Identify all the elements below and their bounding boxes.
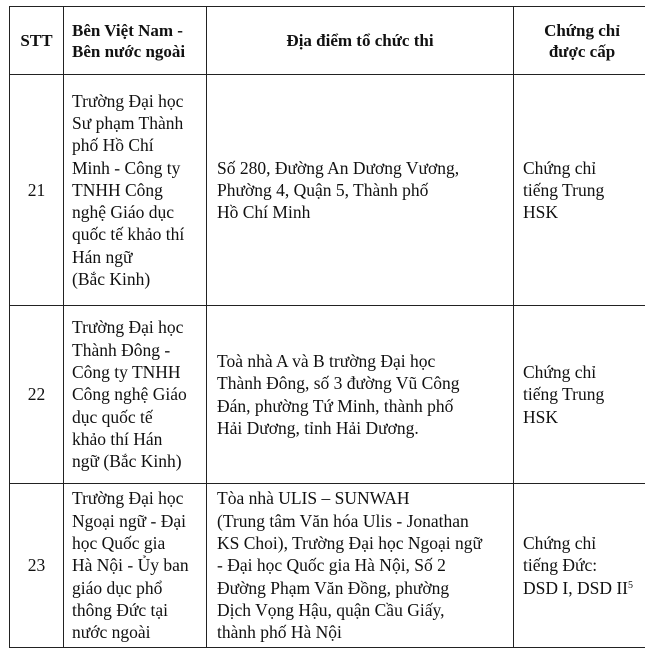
text-line: Thành Đông - bbox=[72, 339, 171, 360]
row-party bbox=[64, 306, 207, 484]
text-line: thông Đức tại bbox=[72, 599, 168, 620]
footnote-marker: 5 bbox=[628, 579, 633, 591]
header-party-line: Bên Việt Nam - bbox=[72, 20, 183, 40]
text-line: tiếng Đức: bbox=[523, 555, 598, 576]
text-line: HSK bbox=[523, 406, 559, 427]
text-line: quốc tế khảo thí bbox=[72, 224, 185, 245]
text-line: Hà Nội - Ủy ban bbox=[72, 555, 189, 576]
text-line: - Đại học Quốc gia Hà Nội, Số 2 bbox=[217, 555, 446, 576]
row-party bbox=[64, 75, 207, 306]
cert-text: DSD I, DSD II bbox=[523, 577, 628, 598]
text-line: KS Choi), Trường Đại học Ngoại ngữ bbox=[217, 533, 482, 554]
row-location bbox=[207, 306, 514, 484]
table-row bbox=[10, 484, 645, 648]
text-line: Dịch Vọng Hậu, quận Cầu Giấy, bbox=[217, 599, 445, 620]
text-line: Phường 4, Quận 5, Thành phố bbox=[217, 179, 429, 200]
header-cert-line: được cấp bbox=[548, 41, 616, 61]
text-line: Trường Đại học bbox=[72, 90, 184, 111]
text-line: Toà nhà A và B trường Đại học bbox=[217, 350, 436, 371]
header-stt: STT bbox=[10, 7, 64, 75]
text-line: khảo thí Hán bbox=[72, 428, 163, 449]
text-line: Sư phạm Thành bbox=[72, 112, 184, 133]
text-line: nước ngoài bbox=[72, 622, 151, 643]
text-line: Công ty TNHH bbox=[72, 362, 181, 383]
text-line: Hải Dương, tỉnh Hải Dương. bbox=[217, 417, 419, 438]
text-line: phố Hồ Chí bbox=[72, 135, 154, 156]
text-line: Chứng chỉ bbox=[523, 157, 597, 178]
text-line: tiếng Trung bbox=[523, 384, 605, 405]
text-line: TNHH Công bbox=[72, 179, 163, 200]
text-line: Trường Đại học bbox=[72, 317, 184, 338]
text-line: học Quốc gia bbox=[72, 533, 166, 554]
text-line: giáo dục phổ bbox=[72, 577, 163, 598]
exam-locations-table bbox=[9, 6, 645, 648]
row-stt: 21 bbox=[10, 75, 64, 306]
text-line: Chứng chỉ bbox=[523, 533, 597, 554]
header-location: Địa điểm tổ chức thi bbox=[207, 7, 514, 75]
text-line: tiếng Trung bbox=[523, 179, 605, 200]
row-location bbox=[207, 75, 514, 306]
text-line: dục quốc tế bbox=[72, 406, 153, 427]
text-line: Đán, phường Tứ Minh, thành phố bbox=[217, 395, 454, 416]
text-line bbox=[523, 577, 645, 599]
text-line: Trường Đại học bbox=[72, 488, 184, 509]
row-stt: 22 bbox=[10, 306, 64, 484]
table-row bbox=[10, 75, 645, 306]
header-cert bbox=[514, 7, 645, 75]
text-line: Hồ Chí Minh bbox=[217, 202, 311, 223]
row-cert bbox=[514, 75, 645, 306]
text-line: (Trung tâm Văn hóa Ulis - Jonathan bbox=[217, 510, 469, 531]
row-cert bbox=[514, 484, 645, 648]
row-stt: 23 bbox=[10, 484, 64, 648]
text-line: (Bắc Kinh) bbox=[72, 269, 151, 290]
row-location bbox=[207, 484, 514, 648]
text-line: HSK bbox=[523, 202, 559, 223]
text-line: Tòa nhà ULIS – SUNWAH bbox=[217, 488, 410, 509]
text-line: nghệ Giáo dục bbox=[72, 202, 175, 223]
text-line: Ngoại ngữ - Đại bbox=[72, 510, 186, 531]
header-party bbox=[64, 7, 207, 75]
row-cert bbox=[514, 306, 645, 484]
header-party-line: Bên nước ngoài bbox=[72, 41, 186, 61]
text-line: ngữ (Bắc Kinh) bbox=[72, 451, 182, 472]
text-line: Minh - Công ty bbox=[72, 157, 181, 178]
text-line: Công nghệ Giáo bbox=[72, 384, 187, 405]
header-row bbox=[10, 7, 645, 75]
row-party bbox=[64, 484, 207, 648]
text-line: Đường Phạm Văn Đồng, phường bbox=[217, 577, 450, 598]
text-line: Chứng chỉ bbox=[523, 362, 597, 383]
text-line: thành phố Hà Nội bbox=[217, 622, 342, 643]
table-row bbox=[10, 306, 645, 484]
text-line: Thành Đông, số 3 đường Vũ Công bbox=[217, 373, 460, 394]
header-cert-line: Chứng chỉ bbox=[544, 20, 620, 40]
text-line: Số 280, Đường An Dương Vương, bbox=[217, 157, 460, 178]
text-line: Hán ngữ bbox=[72, 246, 133, 267]
